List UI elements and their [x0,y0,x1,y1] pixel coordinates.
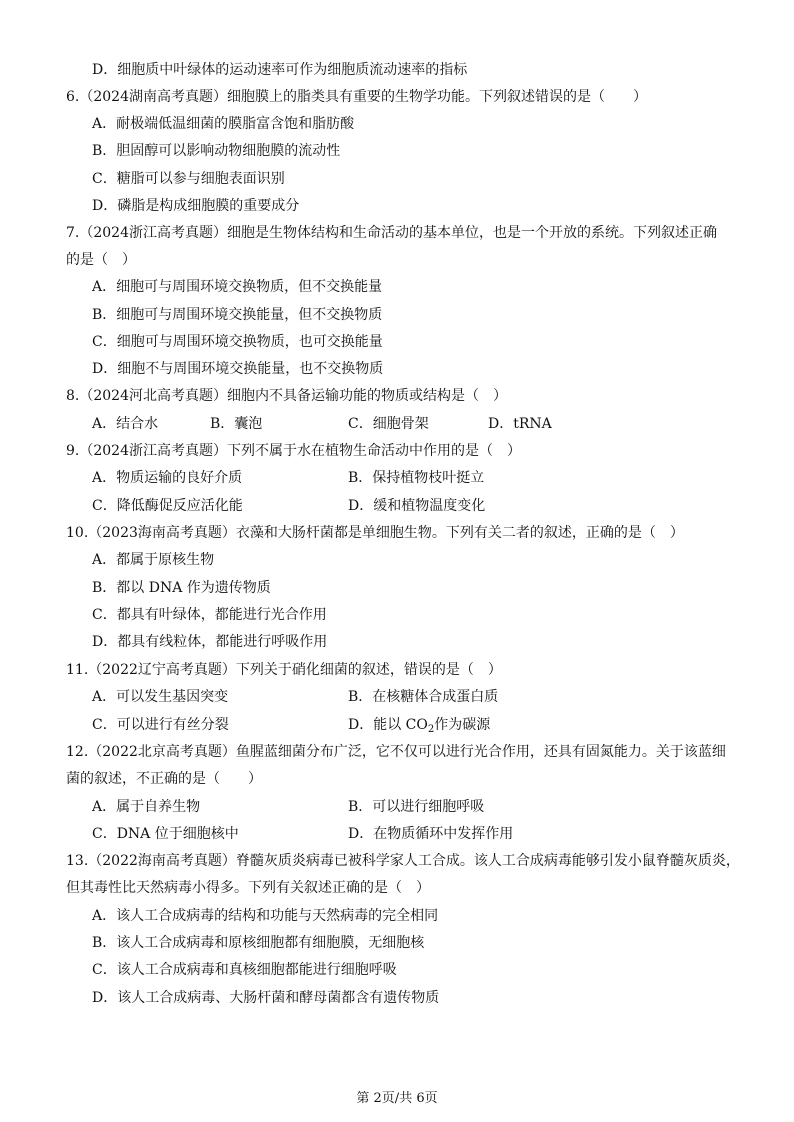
q9-option-d: D．缓和植物温度变化 [348,498,486,514]
q12-option-d: D．在物质循环中发挥作用 [348,826,514,842]
q5-option-d: D．细胞质中叶绿体的运动速率可作为细胞质流动速率的指标 [92,62,468,78]
q11-stem: 11.（2022辽宁高考真题）下列关于硝化细菌的叙述，错误的是（ ） [66,662,502,678]
q11-option-d-tail: 作为碳源 [434,717,491,733]
q8-option-b: B．囊泡 [210,416,263,432]
q13-option-a: A．该人工合成病毒的结构和功能与天然病毒的完全相同 [92,908,439,924]
q8-option-c: C．细胞骨架 [348,416,429,432]
q10-option-b: B．都以 DNA 作为遗传物质 [92,580,271,596]
q6-option-a: A．耐极端低温细菌的膜脂富含饱和脂肪酸 [92,116,355,132]
page-number: 第 2页/共 6页 [356,1091,438,1106]
q12-option-a: A．属于自养生物 [92,799,201,815]
q8-option-d: D．tRNA [488,416,552,432]
q13-option-b: B．该人工合成病毒和原核细胞都有细胞膜，无细胞核 [92,935,425,951]
q9-stem: 9.（2024浙江高考真题）下列不属于水在植物生命活动中作用的是（ ） [66,443,521,459]
q12-stem-line1: 12.（2022北京高考真题）鱼腥蓝细菌分布广泛，它不仅可以进行光合作用，还具有固氮能力。关于该蓝细 [66,744,726,760]
q10-option-a: A．都属于原核生物 [92,552,215,568]
q11-option-d-text: D．能以 CO [348,717,428,733]
q13-stem-line1: 13.（2022海南高考真题）脊髓灰质炎病毒已被科学家人工合成。该人工合成病毒能够引发小鼠脊髓灰质炎， [66,853,740,869]
q13-option-c: C．该人工合成病毒和真核细胞都能进行细胞呼吸 [92,962,397,978]
q9-option-a: A．物质运输的良好介质 [92,470,243,486]
q7-option-a: A．细胞可与周围环境交换物质，但不交换能量 [92,279,383,295]
q7-option-b: B．细胞可与周围环境交换能量，但不交换物质 [92,307,383,323]
q11-option-d [348,715,490,735]
q8-stem: 8.（2024河北高考真题）细胞内不具备运输功能的物质或结构是（ ） [66,388,507,404]
q13-option-d: D．该人工合成病毒、大肠杆菌和酵母菌都含有遗传物质 [92,990,440,1006]
q6-option-c: C．糖脂可以参与细胞表面识别 [92,171,285,187]
q8-option-a: A．结合水 [92,416,159,432]
q12-option-b: B．可以进行细胞呼吸 [348,799,485,815]
q11-option-a: A．可以发生基因突变 [92,689,229,705]
q7-stem-line1: 7.（2024浙江高考真题）细胞是生物体结构和生命活动的基本单位，也是一个开放的系统。下列叙述正确 [66,225,717,241]
q10-option-d: D．都具有线粒体，都能进行呼吸作用 [92,634,328,650]
q13-stem-line2: 但其毒性比天然病毒小得多。下列有关叙述正确的是（ ） [66,880,430,896]
q10-stem: 10.（2023海南高考真题）衣藻和大肠杆菌都是单细胞生物。下列有关二者的叙述，正确的是（ ） [66,525,684,541]
q11-option-b: B．在核糖体合成蛋白质 [348,689,499,705]
q6-stem: 6.（2024湖南高考真题）细胞膜上的脂类具有重要的生物学功能。下列叙述错误的是（ ） [66,89,647,105]
q12-option-c: C．DNA 位于细胞核中 [92,826,239,842]
q10-option-c: C．都具有叶绿体，都能进行光合作用 [92,607,327,623]
q6-option-b: B．胆固醇可以影响动物细胞膜的流动性 [92,143,341,159]
q11-option-c: C．可以进行有丝分裂 [92,717,229,733]
q6-option-d: D．磷脂是构成细胞膜的重要成分 [92,198,300,214]
q11-option-d-subscript: 2 [427,724,435,735]
q9-option-c: C．降低酶促反应活化能 [92,498,243,514]
q7-option-c: C．细胞可与周围环境交换物质，也可交换能量 [92,334,383,350]
q9-option-b: B．保持植物枝叶挺立 [348,470,485,486]
q7-option-d: D．细胞不与周围环境交换能量，也不交换物质 [92,361,384,377]
q12-stem-line2: 菌的叙述，不正确的是（ ） [66,771,262,787]
q7-stem-line2: 的是（ ） [66,252,136,268]
